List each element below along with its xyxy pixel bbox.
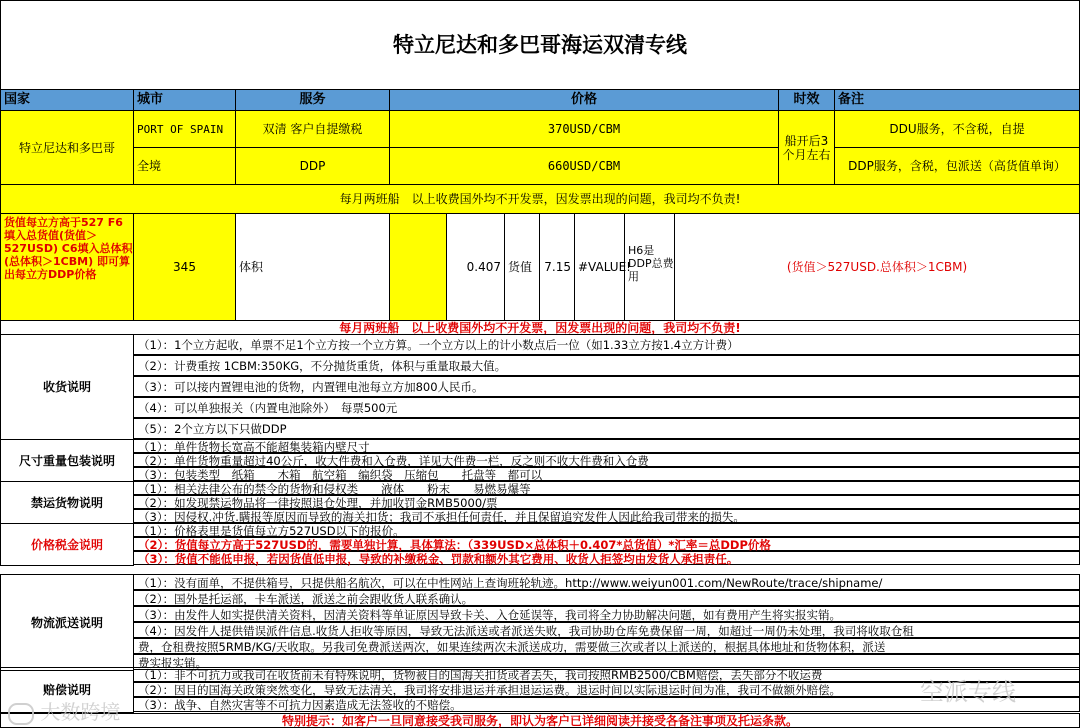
section-item: （3）：因侵权.冲货.瞒报等原因而导致的海关扣货；我司不承担任何责任，并且保留追究发件人因此给我司带来的损失。 [133, 509, 1080, 523]
section-title: 赔偿说明 [0, 667, 134, 713]
section-title: 尺寸重量包装说明 [0, 439, 134, 482]
section-item: （2）：单件货物重量超过40公斤，收大件费和入仓费，详见大件费一栏，反之则不收大件费和入仓费 [133, 453, 1080, 467]
header-remark: 备注 [834, 89, 1080, 111]
header-price: 价格 [389, 89, 779, 111]
service-cell: 双清 客户自提缴税 [235, 110, 390, 148]
calc-value: 345 [133, 213, 236, 321]
section-item: （4）：可以单独报关（内置电池除外） 每票500元 [133, 397, 1080, 418]
country-cell: 特立尼达和多巴哥 [0, 110, 134, 185]
section-item: （2）：货值每立方高于527USD的，需要单独计算，具体算法：（339USD×总体积＋0.407*总货值）*汇率＝总DDP价格 [133, 537, 1080, 551]
section-item: 费实报实销。 [133, 654, 1080, 670]
header-time: 时效 [778, 89, 835, 111]
calc-condition: (货值＞527USD.总体积＞1CBM) [674, 213, 1080, 321]
section-item: （1）：价格表里是货值每立方527USD以下的报价。 [133, 523, 1080, 537]
watermark-icon [8, 703, 34, 725]
watermark-logo [8, 696, 120, 725]
price-cell: 660USD/CBM [389, 147, 779, 185]
section-item: （3）：可以接内置锂电池的货物，内置锂电池每立方加800人民币。 [133, 376, 1080, 397]
page-title: 特立尼达和多巴哥海运双清专线 [0, 0, 1080, 90]
special-reminder: 特别提示：如客户一旦同意接受我司服务，即认为客户已详细阅读并接受各备注事项及托运条款。 [0, 713, 1080, 728]
section-item: （3）：包装类型 纸箱 木箱 航空箱 编织袋 压缩包 托盘等 都可以 [133, 467, 1080, 481]
header-city: 城市 [133, 89, 236, 111]
volume-label: 体积 [235, 213, 390, 321]
shipping-notice: 每月两班船 以上收费国外均不开发票，因发票出现的问题，我司均不负责! [0, 184, 1080, 214]
city-cell: PORT OF SPAIN [133, 110, 236, 148]
city-cell: 全境 [133, 147, 236, 185]
volume-value: 0.407 [446, 213, 505, 321]
section-item: （1）：没有面单，不提供箱号，只提供船名航次，可以在中性网站上查询班轮轨迹。http://www.weiyun001.com/NewRoute/trace/shipname/ [133, 574, 1080, 590]
price-cell: 370USD/CBM [389, 110, 779, 148]
goods-value-label: 货值 [504, 213, 540, 321]
remark-cell: DDP服务，含税，包派送（高货值单询） [834, 147, 1080, 185]
section-item: （3）：货值不能低申报，若因货值低申报，导致的补缴税金、罚款和额外其它费用、收货人拒签均由发货人承担责任。 [133, 551, 1080, 565]
watermark-left-text: 大数跨境 [40, 700, 121, 724]
section-title: 物流派送说明 [0, 574, 134, 671]
service-cell: DDP [235, 147, 390, 185]
header-service: 服务 [235, 89, 390, 111]
section-title: 收货说明 [0, 334, 134, 440]
section-item: （2）：如发现禁运物品将一律按照退仓处理，并加收罚金RMB5000/票 [133, 495, 1080, 509]
section-item: （3）：由发件人如实提供清关资料，因清关资料等单证原因导致卡关、入仓延误等，我司将全力协助解决问题，如有费用产生将实报实销。 [133, 606, 1080, 622]
volume-input-cell[interactable] [389, 213, 447, 321]
exchange-rate: 7.15 [539, 213, 575, 321]
section-item: （2）：国外是托运部，卡车派送，派送之前会跟收货人联系确认。 [133, 590, 1080, 606]
section-title: 禁运货物说明 [0, 481, 134, 524]
remark-cell: DDU服务，不含税，自提 [834, 110, 1080, 148]
section-item: （4）：因发件人提供错误派件信息.收货人拒收等原因，导致无法派送或者派送失败，我司协助仓库免费保留一周，如超过一周仍未处理，我司将收取仓租 [133, 622, 1080, 638]
section-item: （1）：相关法律公布的禁令的货物和侵权类 液体 粉末 易燃易爆等 [133, 481, 1080, 495]
section-item: （1）：非不可抗力或我司在收货前未有特殊说明，货物被目的国海关扣货或者丢失，我司按照RMB2500/CBM赔偿，丢失部分不收运费 [133, 667, 1080, 682]
section-item: （2）：计费重按 1CBM:350KG，不分抛货重货，体积与重量取最大值。 [133, 355, 1080, 376]
calc-instructions: 货值每立方高于527 F6填入总货值(货值＞527USD) C6填入总体积(总体积＞1CBM) 即可算出每立方DDP价格 [0, 213, 134, 321]
section-item: （5）：2个立方以下只做DDP [133, 418, 1080, 439]
section-item: （2）：因目的国海关政策突然变化，导致无法清关，我司将安排退运并承担退运运费。退运时间以实际退运时间为准，我司不做额外赔偿。 [133, 682, 1080, 697]
section-item: （3）：战争、自然灾害等不可抗力因素造成无法签收的不赔偿。 [133, 697, 1080, 712]
section-item: （1）：1个立方起收，单票不足1个立方按一个立方算。一个立方以上的计小数点后一位（如1.33立方按1.4立方计费） [133, 334, 1080, 355]
header-country: 国家 [0, 89, 134, 111]
transit-time-cell: 船开后3个月左右 [778, 110, 835, 185]
section-item: （1）：单件货物长宽高不能超集装箱内壁尺寸 [133, 439, 1080, 453]
shipping-notice-red: 每月两班船 以上收费国外均不开发票，因发票出现的问题，我司均不负责! [0, 320, 1080, 335]
ddp-total-error: #VALUE! [574, 213, 625, 321]
section-title: 价格税金说明 [0, 523, 134, 566]
watermark-right: 空派专线 [920, 678, 1016, 706]
h6-note: H6是DDP总费用 [624, 213, 675, 321]
section-item: 费，仓租费按照5RMB/KG/天收取。另我司免费派送两次，如果连续两次未派送成功，需要做三次或者以上派送的，根据具体地址和货物体积，派送 [133, 638, 1080, 654]
